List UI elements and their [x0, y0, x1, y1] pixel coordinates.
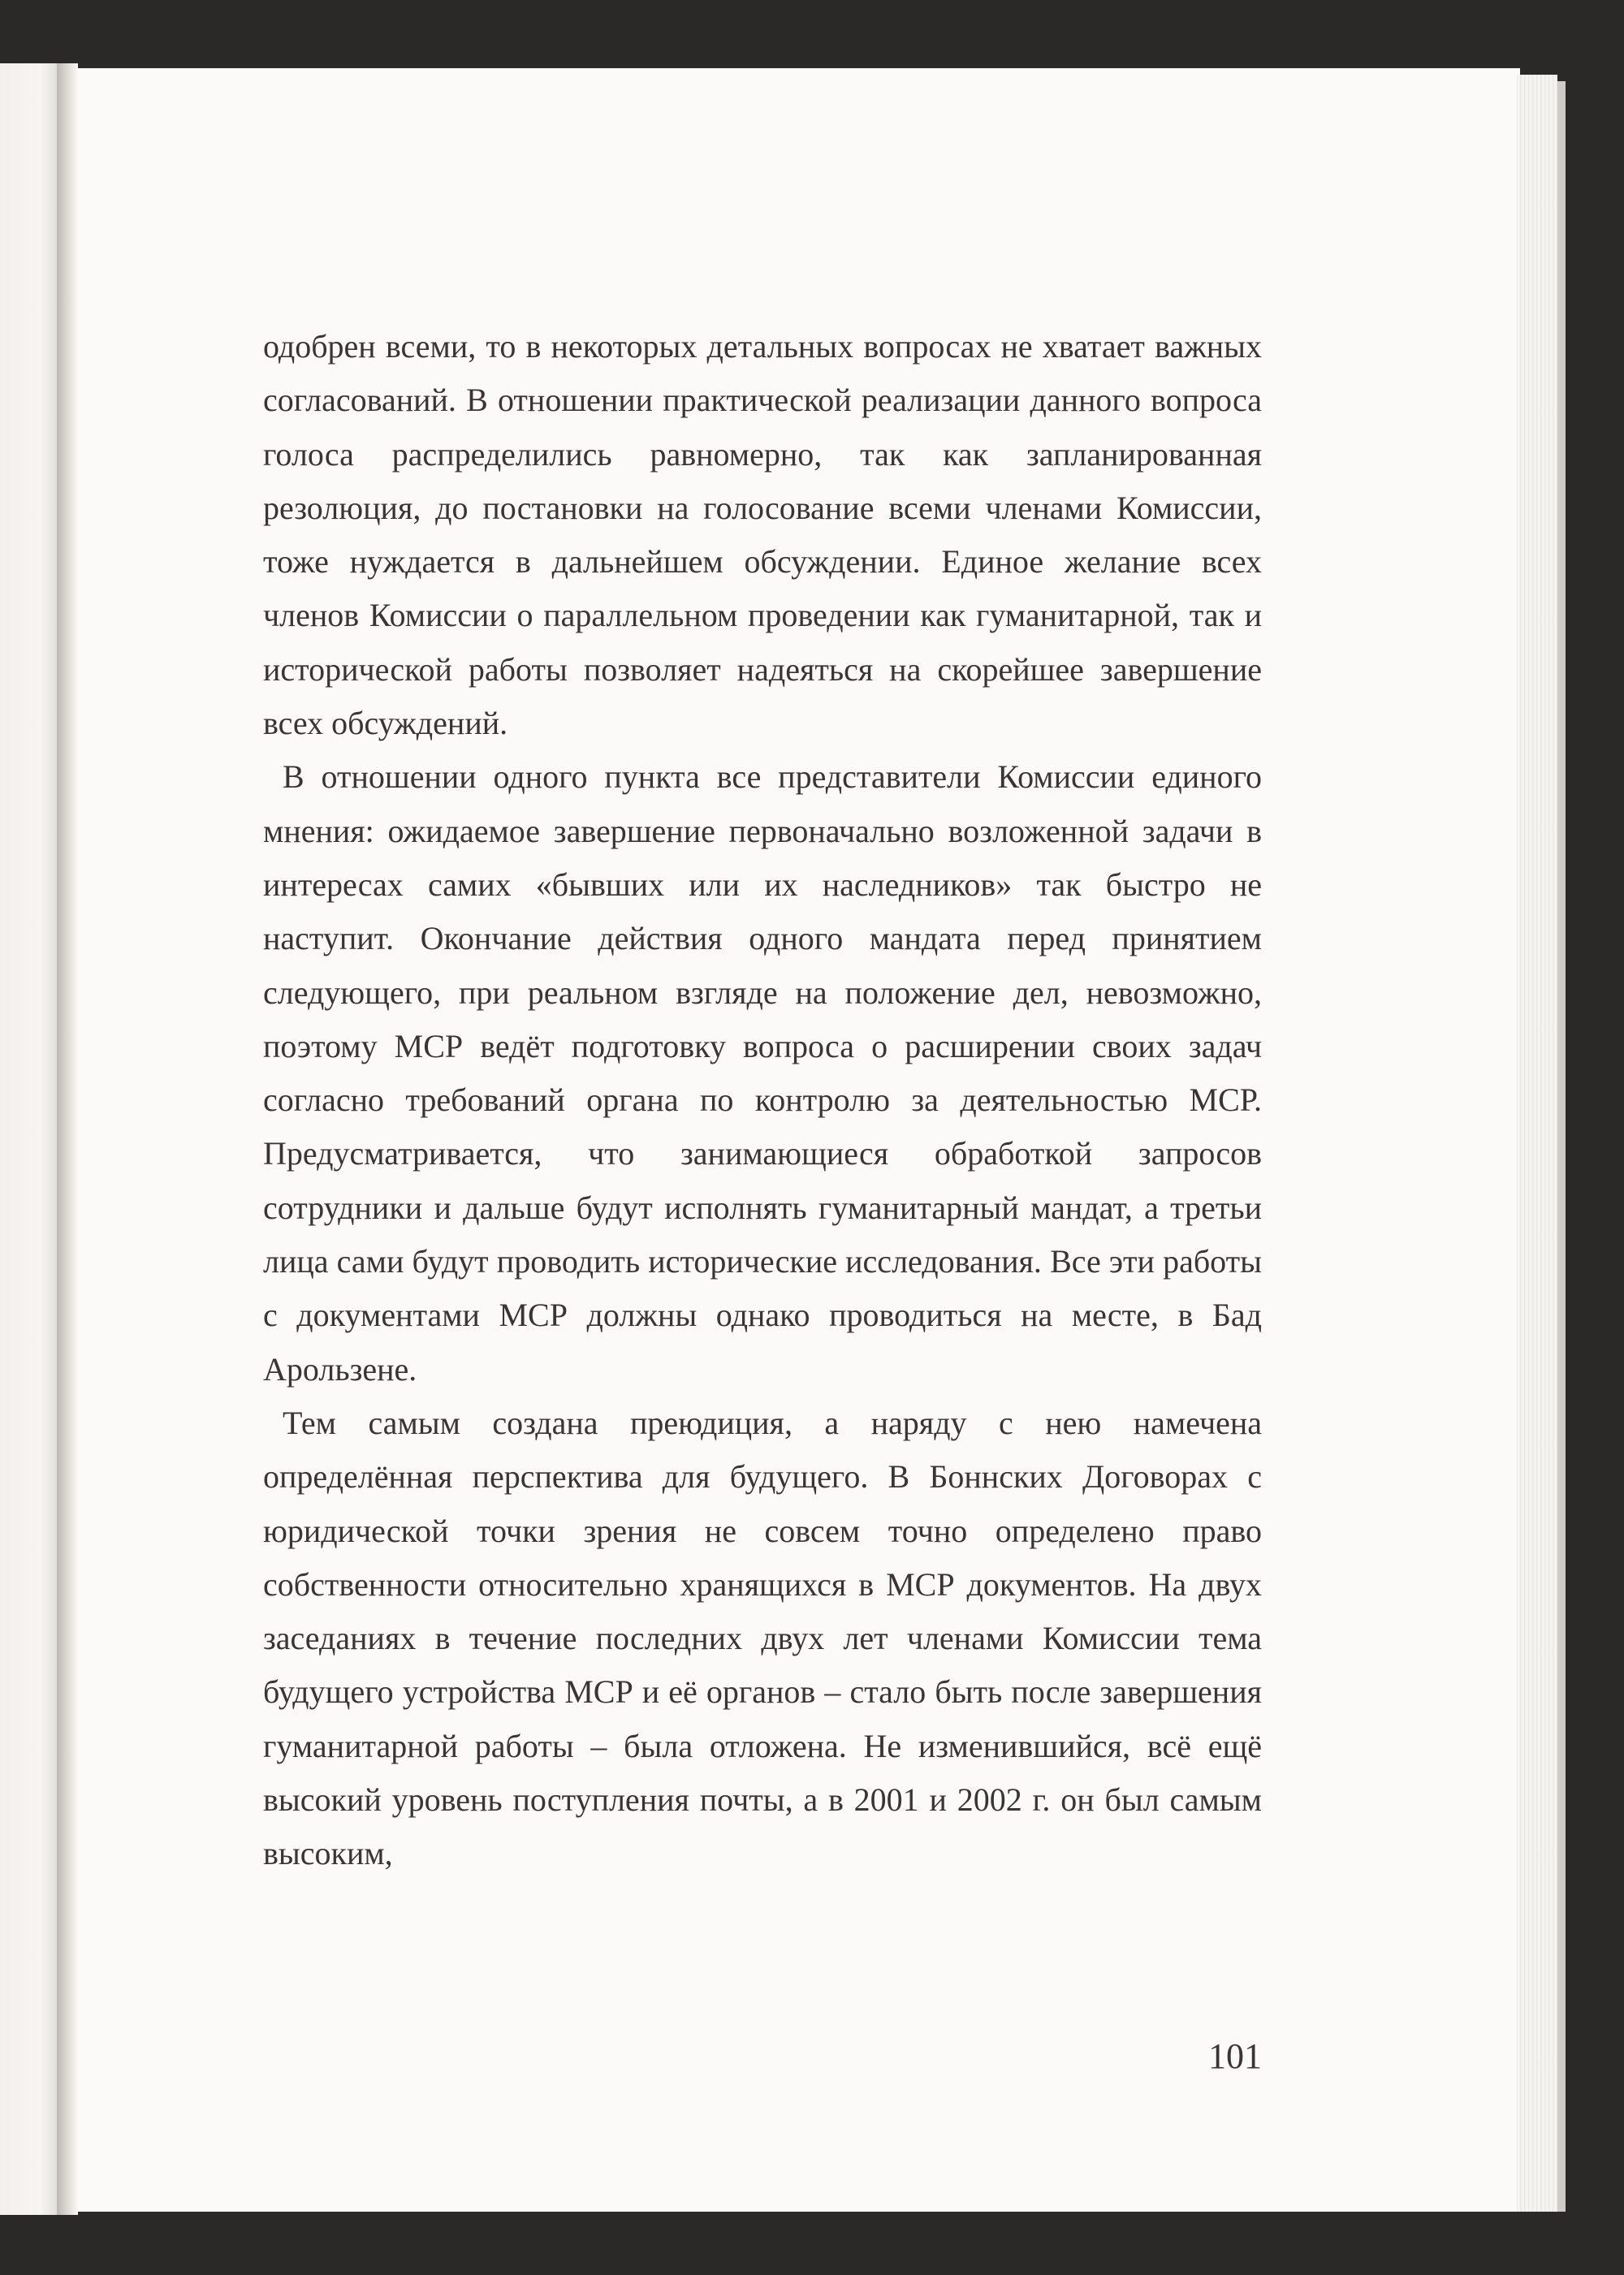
paragraph-2: В отношении одного пункта все представители Комиссии единого мнения: ожидаемое завершение первоначально возложенной задачи в интересах самих «бывших или их наследников» так быстро не наступит. Окончание действия одного мандата перед принятием следующего, при реальном взгляде на положение дел, невозможно, поэтому МСР ведёт подготовку вопроса о расширении своих задач согласно требований органа по контролю за деятельностью МСР. Предусматривается, что занимающиеся обработкой запросов сотрудники и дальше будут исполнять гуманитарный мандат, а третьи лица сами будут проводить исторические исследования. Все эти работы с документами МСР должны однако проводиться на месте, в Бад Арользене.	[263, 758, 1262, 1388]
paragraph-3: Тем самым создана преюдиция, а наряду с нею намечена определённая перспектива для будущего. В Боннских Договорах с юридической точки зрения не совсем точно определено право собственности относительно хранящихся в МСР документов. На двух заседаниях в течение последних двух лет членами Комиссии тема будущего устройства МСР и её органов – стало быть после завершения гуманитарной работы – была отложена. Не изменившийся, всё ещё высокий уровень поступления почты, а в 2001 и 2002 г. он был самым высоким,	[263, 1404, 1262, 1872]
book-gutter	[57, 63, 78, 2215]
body-text	[263, 320, 1262, 1881]
page-stack-edge	[1517, 75, 1557, 2212]
page-stack-shadow	[1557, 81, 1566, 2212]
paragraph-1: одобрен всеми, то в некоторых детальных вопросах не хватает важных согласований. В отношении практической реализации данного вопроса голоса распределились равномерно, так как запланированная резолюция, до постановки на голосование всеми членами Комиссии, тоже нуждается в дальнейшем обсуждении. Единое желание всех членов Комиссии о параллельном проведении как гуманитарной, так и исторической работы позволяет надеяться на скорейшее завершение всех обсуждений.	[263, 328, 1262, 742]
page-number: 101	[1208, 2036, 1262, 2076]
